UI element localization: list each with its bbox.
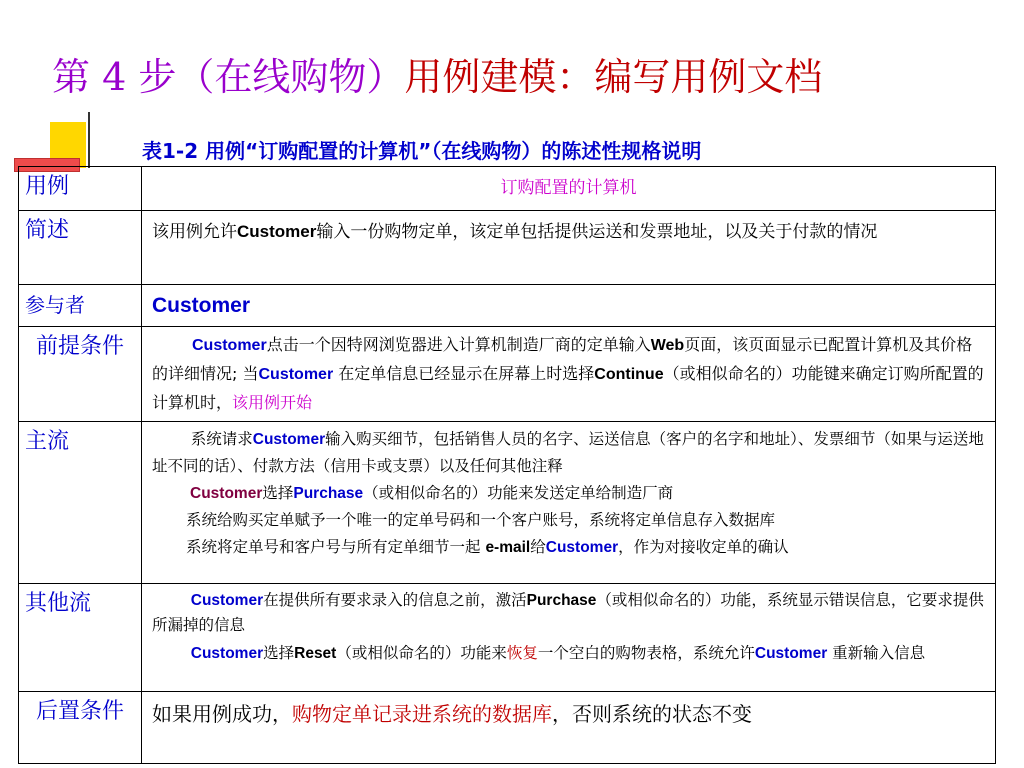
- label-altflow: 其他流: [19, 584, 142, 692]
- table-row-actor: [19, 285, 996, 327]
- value-altflow: Customer在提供所有要求录入的信息之前，激活Purchase（或相似命名的）功能，系统显示错误信息，它要求提供所漏掉的信息 Customer选择Reset（或相似命名的）功能来恢复一个空白的购物表格，系统允许Customer 重新输入信息: [142, 584, 996, 692]
- value-actor: Customer: [142, 285, 996, 327]
- table-row-precondition: [19, 327, 996, 422]
- table-row-altflow: [19, 584, 996, 692]
- decorative-bar: [88, 112, 90, 168]
- table-row-brief: [19, 211, 996, 285]
- label-precondition: 前提条件: [19, 327, 142, 422]
- value-mainflow: 系统请求Customer输入购买细节，包括销售人员的名字、运送信息（客户的名字和地址）、发票细节（如果与运送地址不同的话）、付款方法（信用卡或支票）以及任何其他注释 Customer选择Purchase（或相似命名的）功能来发送定单给制造厂商 系统给购买定单赋予一个唯一的定单号码和一个客户账号，系统将定单信息存入数据库 系统将定单号和客户号与所有定单细节一起 e-mail给Customer，作为对接收定单的确认: [142, 422, 996, 584]
- title-part1: 第 4 步（在线购物）: [52, 55, 405, 99]
- title-part2: 用例建模：编写用例文档: [404, 55, 823, 99]
- label-mainflow: 主流: [19, 422, 142, 584]
- usecase-spec-table: [18, 166, 996, 764]
- label-brief: 简述: [19, 211, 142, 285]
- value-usecase: 订购配置的计算机: [142, 167, 996, 211]
- table-row-postcondition: [19, 692, 996, 764]
- table-row-usecase: [19, 167, 996, 211]
- label-postcondition: 后置条件: [19, 692, 142, 764]
- table-row-mainflow: [19, 422, 996, 584]
- label-actor: 参与者: [19, 285, 142, 327]
- value-brief: 该用例允许Customer输入一份购物定单，该定单包括提供运送和发票地址，以及关于付款的情况: [142, 211, 996, 285]
- label-usecase: 用例: [19, 167, 142, 211]
- table-caption: 表1-2 用例“订购配置的计算机”（在线购物）的陈述性规格说明: [142, 139, 702, 163]
- value-postcondition: 如果用例成功，购物定单记录进系统的数据库，否则系统的状态不变: [142, 692, 996, 764]
- page-title: [52, 50, 1012, 104]
- value-precondition: Customer点击一个因特网浏览器进入计算机制造厂商的定单输入Web页面，该页面显示已配置计算机及其价格的详细情况; 当Customer 在定单信息已经显示在屏幕上时选择Continue（或相似命名的）功能键来确定订购所配置的计算机时，该用例开始: [142, 327, 996, 422]
